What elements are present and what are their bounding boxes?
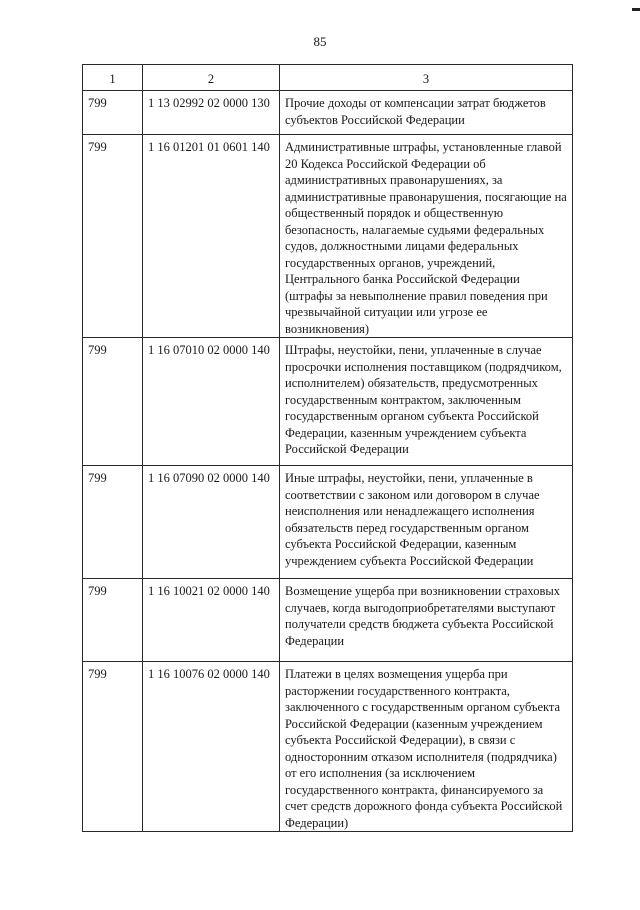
table-row [83,466,573,579]
table-header-row [83,65,573,91]
header-cell-3: 3 [280,65,573,91]
budget-codes-table [82,64,573,832]
budget-code-cell: 1 16 07010 02 0000 140 [143,338,280,466]
description-cell: Штрафы, неустойки, пени, уплаченные в случае просрочки исполнения поставщиком (подрядчиком, исполнителем) обязательств, предусмотренных государственным контрактом, заключенным государственным органом субъекта Российской Федерации, казенным учреждением субъекта Российской Федерации [280,338,573,466]
description-cell: Административные штрафы, установленные главой 20 Кодекса Российской Федерации об административных правонарушениях, за административные правонарушения, посягающие на общественный порядок и общественную безопасность, налагаемые судьями федеральных судов, должностными лицами федеральных государственных органов, учреждений, Центрального банка Российской Федерации (штрафы за невыполнение правил поведения при чрезвычайной ситуации или угрозе ее возникновения) [280,135,573,338]
description-cell: Прочие доходы от компенсации затрат бюджетов субъектов Российской Федерации [280,91,573,135]
admin-code-cell: 799 [83,91,143,135]
table-row [83,135,573,338]
budget-code-cell: 1 16 07090 02 0000 140 [143,466,280,579]
table-row [83,579,573,662]
table-row [83,338,573,466]
description-cell: Платежи в целях возмещения ущерба при расторжении государственного контракта, заключенного с государственным органом субъекта Российской Федерации (казенным учреждением субъекта Российской Федерации), в связи с односторонним отказом исполнителя (подрядчика) от его исполнения (за исключением государственного контракта, финансируемого за счет средств дорожного фонда субъекта Российской Федерации) [280,662,573,832]
table-row [83,662,573,832]
budget-code-cell: 1 16 10021 02 0000 140 [143,579,280,662]
description-cell: Возмещение ущерба при возникновении страховых случаев, когда выгодоприобретателями выступают получатели средств бюджета субъекта Российской Федерации [280,579,573,662]
admin-code-cell: 799 [83,135,143,338]
budget-code-cell: 1 16 01201 01 0601 140 [143,135,280,338]
budget-code-cell: 1 16 10076 02 0000 140 [143,662,280,832]
corner-mark [632,8,640,11]
admin-code-cell: 799 [83,466,143,579]
admin-code-cell: 799 [83,579,143,662]
header-cell-1: 1 [83,65,143,91]
page-number: 85 [313,34,327,49]
table-row [83,91,573,135]
admin-code-cell: 799 [83,338,143,466]
budget-code-cell: 1 13 02992 02 0000 130 [143,91,280,135]
description-cell: Иные штрафы, неустойки, пени, уплаченные в соответствии с законом или договором в случае неисполнения или ненадлежащего исполнения обязательств перед государственным органом субъекта Российской Федерации, казенным учреждением субъекта Российской Федерации [280,466,573,579]
header-cell-2: 2 [143,65,280,91]
admin-code-cell: 799 [83,662,143,832]
